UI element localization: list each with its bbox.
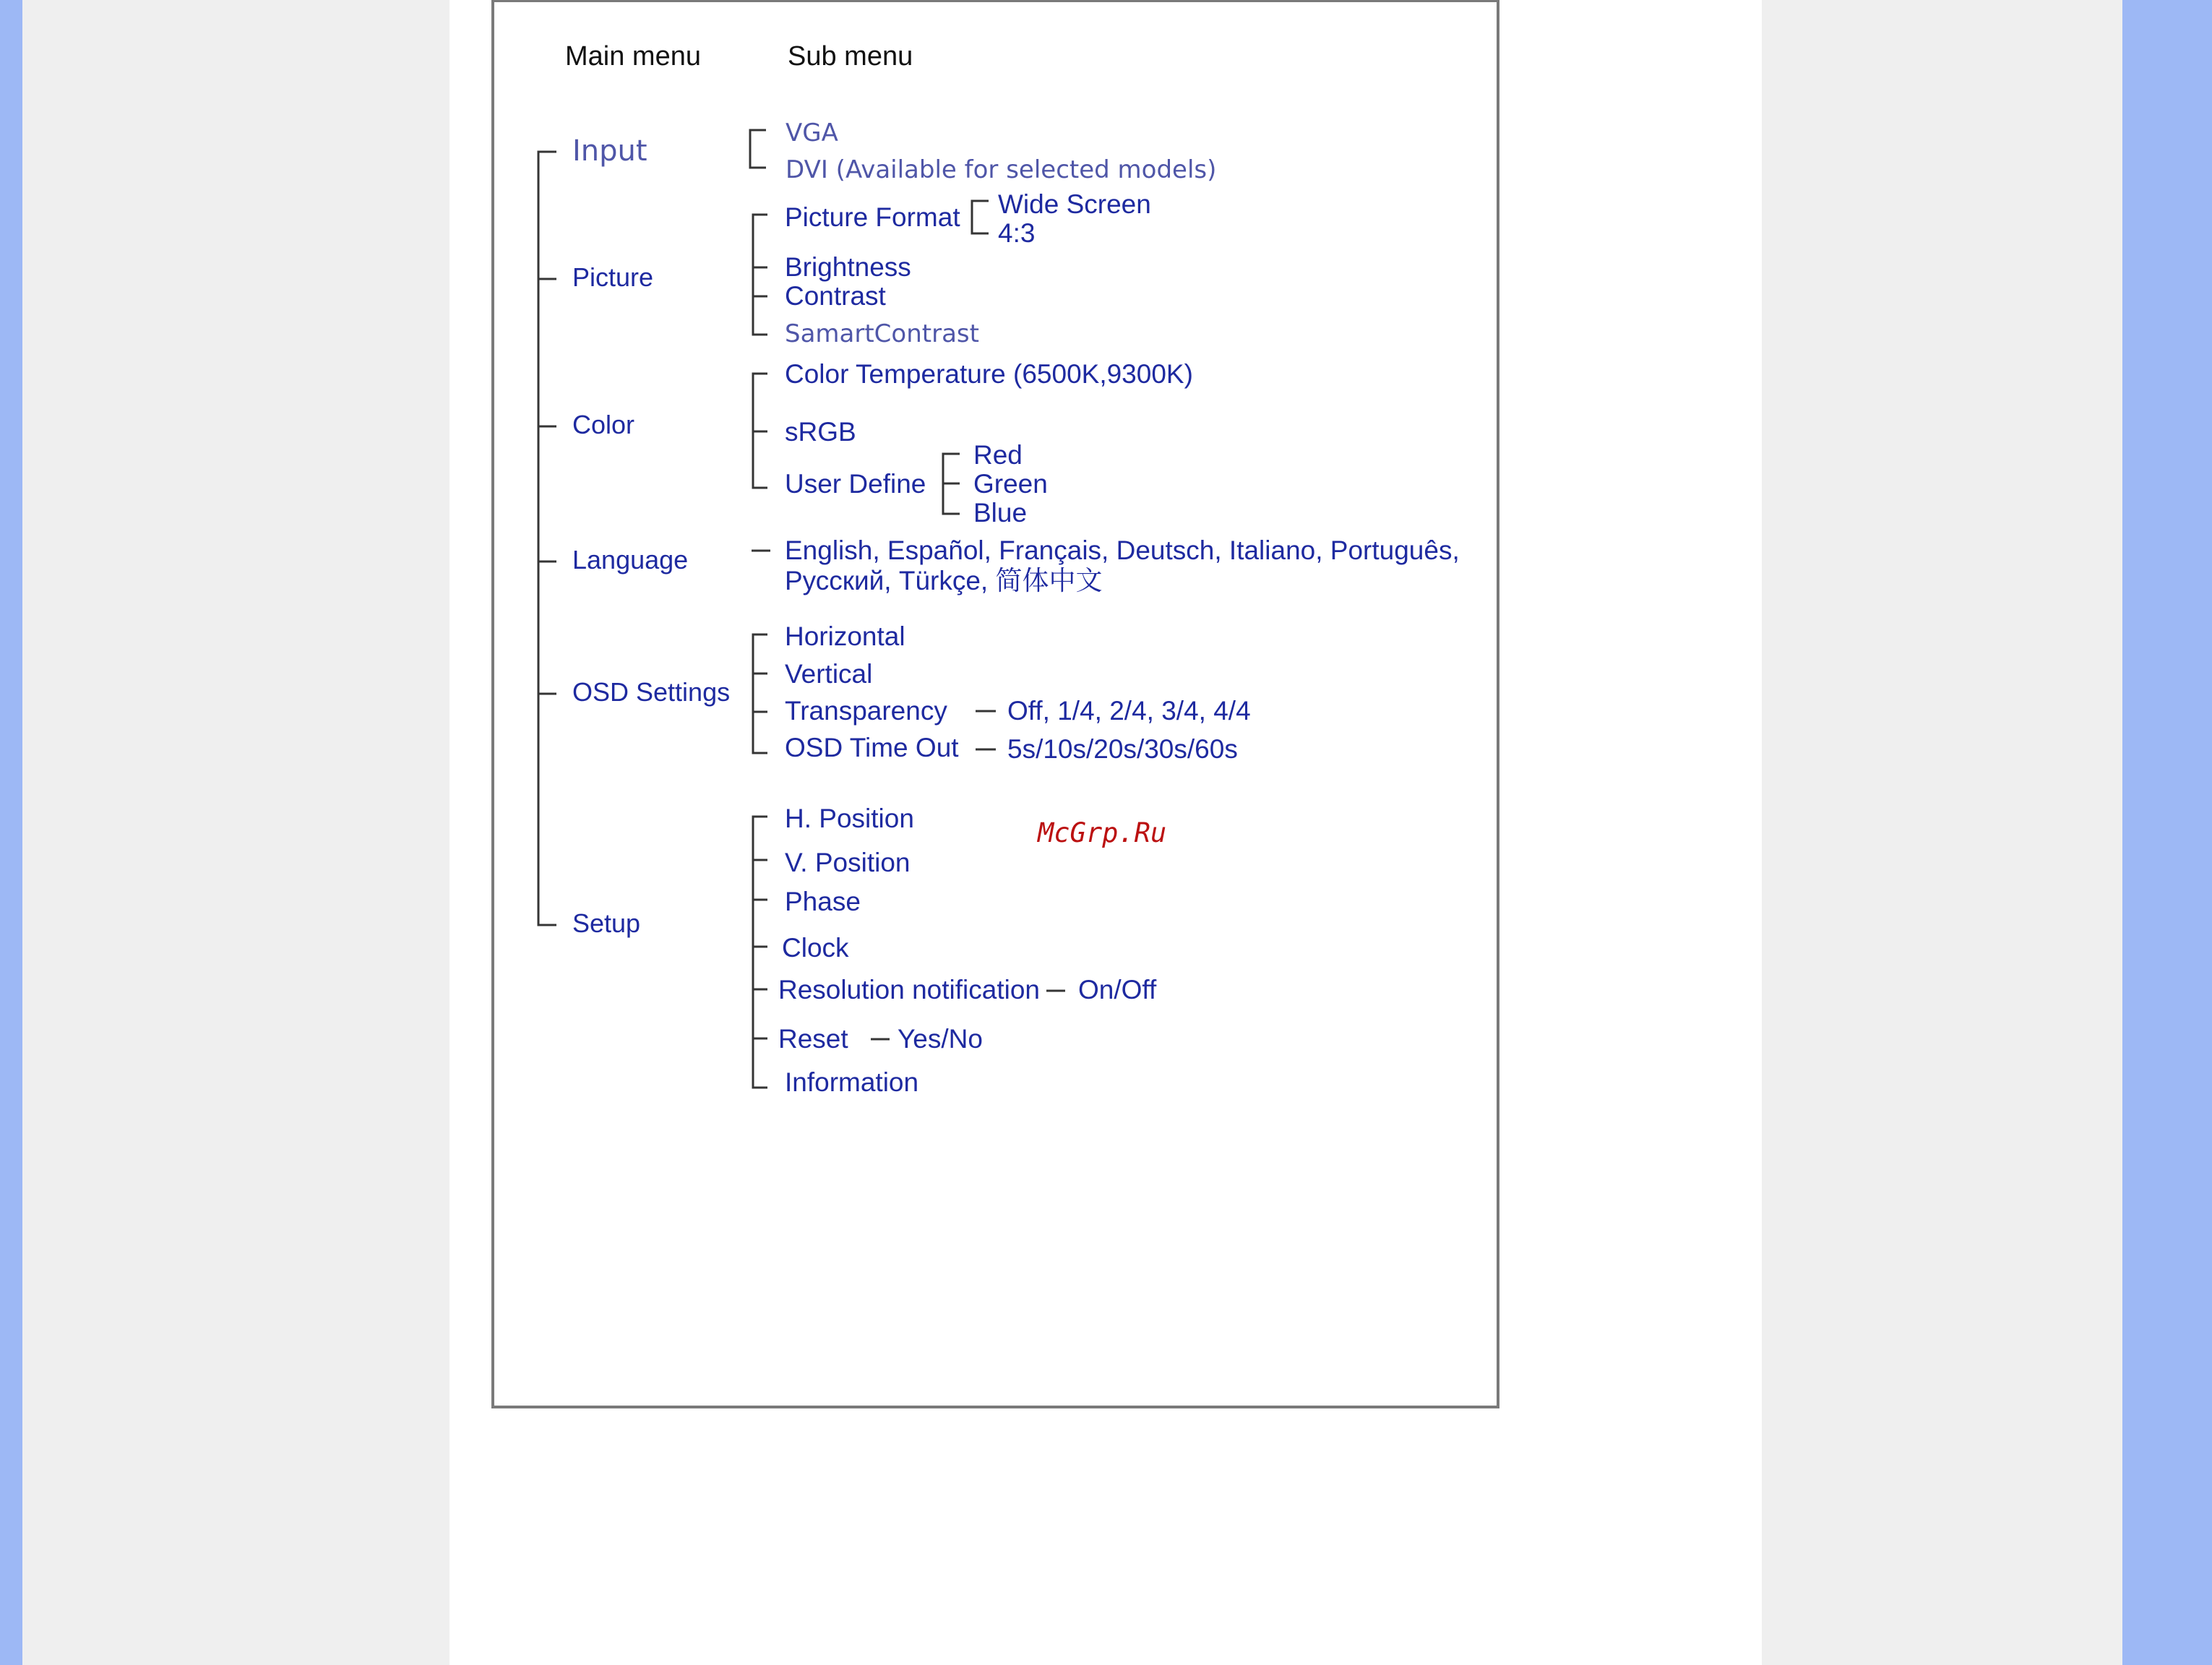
color-user-define: User Define (785, 469, 926, 499)
osd-sub-bracket (753, 634, 767, 753)
picture-format-wide-screen: Wide Screen (998, 189, 1151, 219)
osd-time-out-values: 5s/10s/20s/30s/60s (1007, 734, 1238, 764)
setup-v-position: V. Position (785, 848, 911, 877)
main-menu-trunk (538, 152, 556, 925)
picture-sub-bracket (753, 215, 767, 335)
picture-format: Picture Format (785, 202, 960, 232)
sub-menu-header: Sub menu (788, 41, 913, 72)
setup-information: Information (785, 1067, 919, 1097)
setup-reset-value: Yes/No (898, 1024, 983, 1054)
color-temperature: Color Temperature (6500K,9300K) (785, 359, 1193, 389)
user-define-green: Green (973, 469, 1048, 499)
color-srgb: sRGB (785, 417, 856, 447)
input-sub-bracket (750, 130, 766, 168)
main-menu-setup: Setup (572, 908, 641, 938)
picture-contrast: Contrast (785, 281, 886, 311)
language-options-line-1: English, Español, Français, Deutsch, Italiano, Português, (785, 535, 1460, 565)
osd-transparency: Transparency (785, 696, 947, 726)
main-menu-osd-settings: OSD Settings (572, 677, 731, 707)
osd-horizontal: Horizontal (785, 621, 905, 651)
setup-sub-bracket (753, 817, 767, 1088)
language-options-line-2: Русский, Türkçe, 简体中文 (785, 566, 1103, 595)
setup-resolution-notification: Resolution notification (778, 975, 1040, 1004)
user-define-blue: Blue (973, 498, 1028, 528)
input-dvi: DVI (Available for selected models) (786, 155, 1217, 184)
osd-transparency-values: Off, 1/4, 2/4, 3/4, 4/4 (1007, 696, 1251, 726)
watermark: McGrp.Ru (1038, 817, 1167, 848)
user-define-red: Red (973, 440, 1023, 470)
picture-format-bracket (972, 201, 989, 233)
main-menu-input: Input (572, 134, 647, 168)
osd-time-out: OSD Time Out (785, 733, 959, 762)
picture-format-4-3: 4:3 (998, 218, 1036, 248)
input-vga: VGA (786, 119, 838, 147)
setup-reset: Reset (778, 1024, 848, 1054)
setup-resolution-value: On/Off (1078, 975, 1157, 1004)
main-menu-language: Language (572, 545, 689, 575)
main-menu-color: Color (572, 410, 635, 439)
main-menu-header: Main menu (565, 41, 701, 72)
setup-clock: Clock (782, 933, 849, 963)
osd-vertical: Vertical (785, 659, 873, 689)
picture-brightness: Brightness (785, 252, 911, 282)
setup-phase: Phase (785, 887, 861, 916)
picture-samart-contrast: SamartContrast (785, 319, 979, 348)
setup-h-position: H. Position (785, 804, 914, 833)
main-menu-picture: Picture (572, 262, 654, 292)
